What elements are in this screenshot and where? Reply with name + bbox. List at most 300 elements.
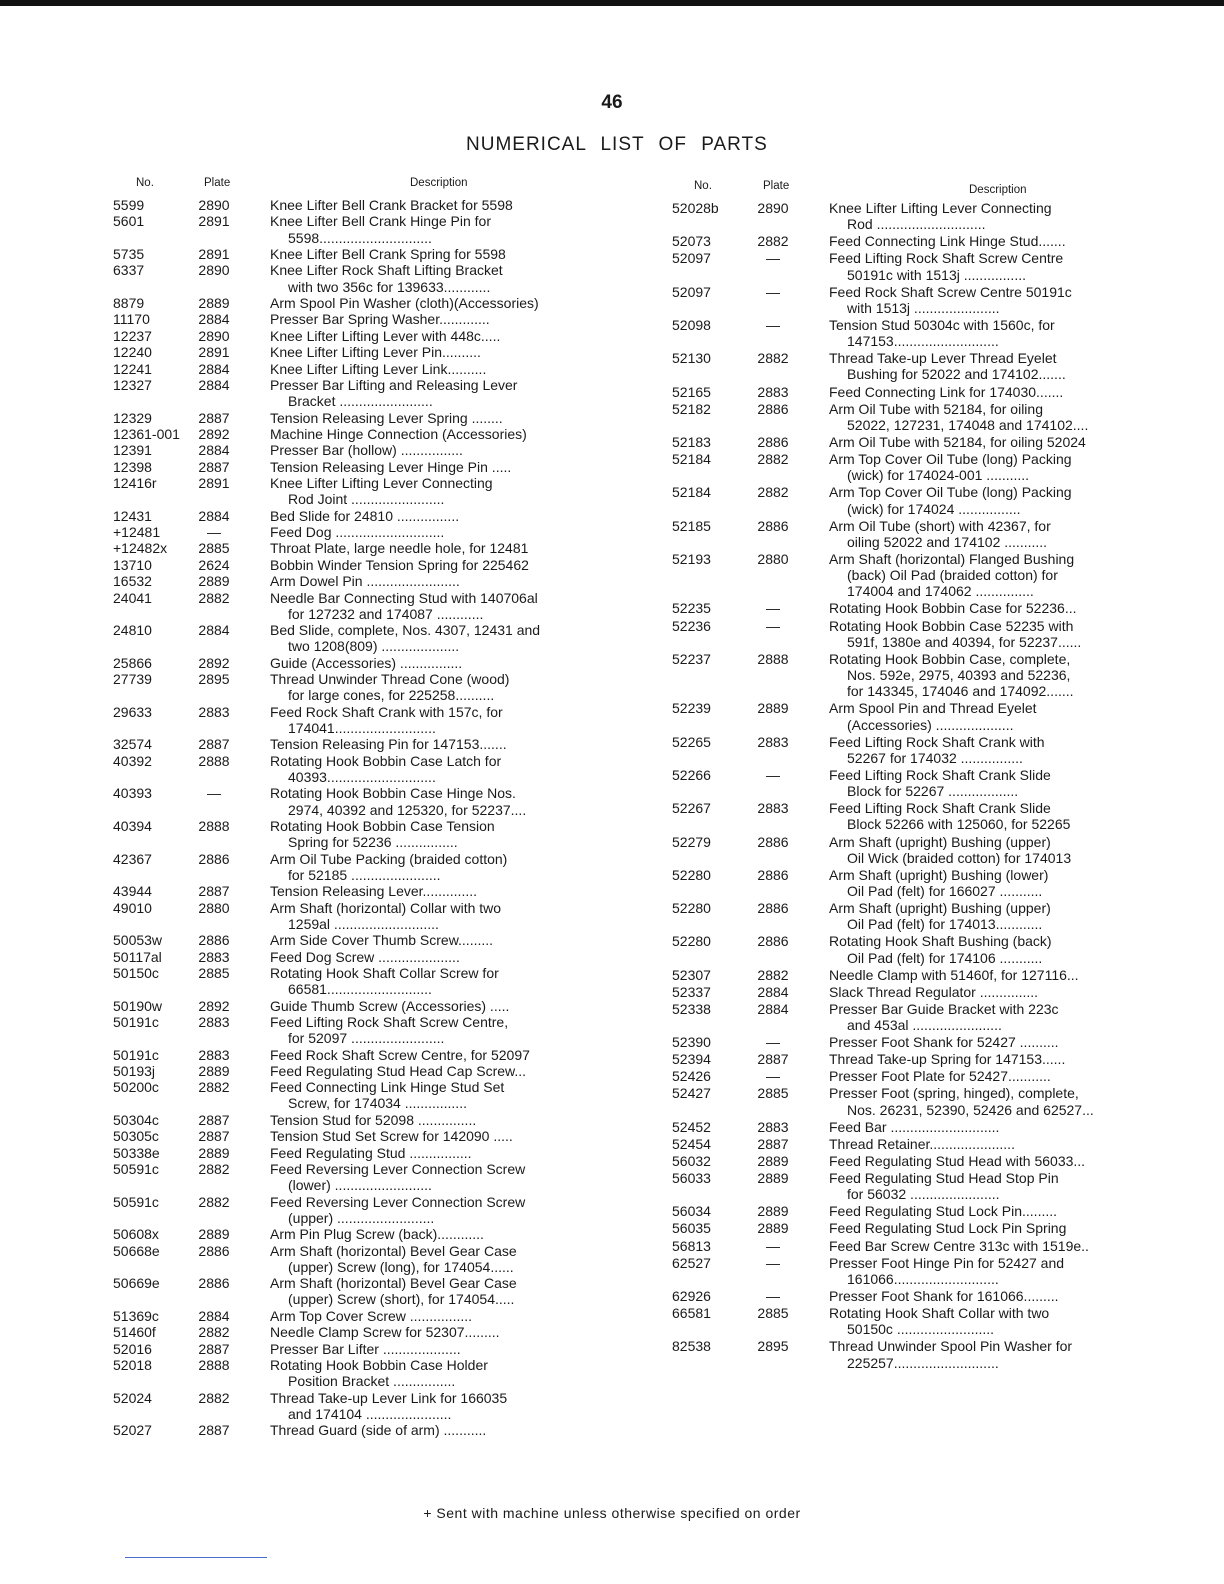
part-description bbox=[829, 401, 1174, 433]
description-line: two 1208(809) .................... bbox=[288, 638, 460, 655]
part-description bbox=[829, 933, 1174, 965]
part-row bbox=[113, 1324, 616, 1340]
part-description bbox=[829, 284, 1174, 316]
description-line: Feed Lifting Rock Shaft Crank with bbox=[829, 733, 1045, 750]
plate-number: 2889 bbox=[757, 1220, 789, 1237]
plate-number: 2882 bbox=[757, 451, 789, 468]
plate-number: 2880 bbox=[757, 550, 789, 567]
part-number: 52279 bbox=[672, 833, 711, 850]
description-line: Feed Bar ............................ bbox=[829, 1118, 1000, 1135]
part-description bbox=[270, 949, 616, 965]
part-number: 50053w bbox=[113, 932, 163, 949]
header-description: Description bbox=[410, 177, 468, 189]
part-description bbox=[829, 317, 1174, 349]
description-line: Presser Bar Lifting and Releasing Lever bbox=[270, 376, 518, 393]
header-description: Description bbox=[969, 184, 1027, 196]
part-number: 13710 bbox=[113, 556, 152, 573]
part-description bbox=[829, 834, 1174, 866]
plate-number: 2889 bbox=[198, 1062, 230, 1079]
part-number: 56033 bbox=[672, 1170, 711, 1187]
part-number: 52265 bbox=[672, 733, 711, 750]
description-line: Arm Shaft (horizontal) Bevel Gear Case bbox=[270, 1242, 517, 1259]
part-row bbox=[113, 508, 616, 524]
part-number: 12361-001 bbox=[113, 425, 180, 442]
description-line: Feed Connecting Link Hinge Stud....... bbox=[829, 233, 1066, 250]
part-description bbox=[829, 1203, 1174, 1219]
part-description bbox=[270, 590, 616, 622]
part-number: 52280 bbox=[672, 900, 711, 917]
part-description bbox=[270, 655, 616, 671]
part-row bbox=[113, 785, 616, 817]
description-line: Rotating Hook Shaft Bushing (back) bbox=[829, 933, 1052, 950]
plate-number: — bbox=[766, 1287, 780, 1304]
plate-number: 2888 bbox=[198, 817, 230, 834]
part-row bbox=[113, 622, 616, 654]
description-line: 52022, 127231, 174048 and 174102.... bbox=[847, 416, 1089, 433]
part-row bbox=[672, 551, 1174, 600]
part-description bbox=[270, 1063, 616, 1079]
part-number: 52307 bbox=[672, 966, 711, 983]
part-description bbox=[829, 350, 1174, 382]
description-line: Bed Slide, complete, Nos. 4307, 12431 and bbox=[270, 622, 541, 639]
part-row bbox=[672, 734, 1174, 766]
part-row bbox=[113, 311, 616, 327]
part-row bbox=[113, 1161, 616, 1193]
part-number: 56035 bbox=[672, 1220, 711, 1237]
plate-number: 2624 bbox=[198, 556, 230, 573]
part-description bbox=[270, 197, 616, 213]
part-description bbox=[270, 410, 616, 426]
plate-number: 2890 bbox=[757, 200, 789, 216]
part-number: 52183 bbox=[672, 433, 711, 450]
description-line: Knee Lifter Lifting Lever Connecting bbox=[829, 200, 1052, 216]
part-number: 50117al bbox=[113, 948, 162, 965]
description-line: Knee Lifter Bell Crank Hinge Pin for bbox=[270, 213, 491, 230]
plate-number: 2883 bbox=[198, 1046, 230, 1063]
part-row bbox=[113, 1194, 616, 1226]
plate-number: 2883 bbox=[757, 1118, 789, 1135]
description-line: 50191c with 1513j ................ bbox=[847, 266, 1026, 283]
description-line: Tension Stud for 52098 ............... bbox=[270, 1111, 477, 1128]
part-row bbox=[672, 1051, 1174, 1067]
description-line: Tension Releasing Lever Hinge Pin ..... bbox=[270, 458, 512, 475]
part-number: 52073 bbox=[672, 233, 711, 250]
part-description bbox=[829, 484, 1174, 516]
footnote: + Sent with machine unless otherwise specified on order bbox=[423, 1505, 801, 1521]
part-description bbox=[270, 851, 616, 883]
plate-number: 2880 bbox=[198, 899, 230, 916]
part-description bbox=[270, 540, 616, 556]
plate-number: 2887 bbox=[757, 1135, 789, 1152]
plate-number: 2886 bbox=[198, 850, 230, 867]
header-plate: Plate bbox=[204, 177, 231, 189]
plate-number: 2885 bbox=[757, 1305, 789, 1322]
description-line: Arm Top Cover Screw ................ bbox=[270, 1307, 473, 1324]
part-row bbox=[113, 704, 616, 736]
part-row bbox=[113, 1357, 616, 1389]
part-number: 12237 bbox=[113, 327, 152, 344]
part-number: 52165 bbox=[672, 383, 711, 400]
description-line: Rod ............................ bbox=[847, 216, 986, 233]
part-number: 52337 bbox=[672, 983, 711, 1000]
plate-number: 2889 bbox=[198, 1144, 230, 1161]
part-description bbox=[270, 442, 616, 458]
description-line: Arm Shaft (upright) Bushing (upper) bbox=[829, 900, 1051, 917]
description-line: Knee Lifter Rock Shaft Lifting Bracket bbox=[270, 262, 503, 279]
part-description bbox=[270, 1128, 616, 1144]
part-description bbox=[270, 1047, 616, 1063]
footnote-rule bbox=[125, 1557, 267, 1558]
part-description bbox=[270, 1390, 616, 1422]
part-row bbox=[672, 317, 1174, 349]
part-description bbox=[829, 384, 1174, 400]
part-row bbox=[113, 1243, 616, 1275]
part-row bbox=[113, 998, 616, 1014]
part-description bbox=[829, 1085, 1174, 1117]
description-line: Presser Foot Hinge Pin for 52427 and bbox=[829, 1254, 1065, 1271]
part-description bbox=[270, 262, 616, 294]
plate-number: 2882 bbox=[757, 233, 789, 250]
description-line: Bracket ........................ bbox=[288, 393, 433, 410]
right-parts-list bbox=[672, 200, 1174, 1371]
description-line: Feed Reversing Lever Connection Screw bbox=[270, 1193, 526, 1210]
part-description bbox=[270, 932, 616, 948]
description-line: Needle Bar Connecting Stud with 140706al bbox=[270, 589, 538, 606]
part-number: 52394 bbox=[672, 1051, 711, 1068]
description-line: 161066........................... bbox=[847, 1270, 999, 1287]
left-column-header bbox=[113, 177, 616, 197]
description-line: Block 52266 with 125060, for 52265 bbox=[847, 816, 1071, 833]
plate-number: 2884 bbox=[198, 442, 230, 459]
part-row bbox=[113, 1341, 616, 1357]
part-row bbox=[113, 475, 616, 507]
description-line: Arm Shaft (horizontal) Bevel Gear Case bbox=[270, 1275, 517, 1292]
part-row bbox=[672, 618, 1174, 650]
part-description bbox=[829, 518, 1174, 550]
description-line: Presser Bar Spring Washer............. bbox=[270, 311, 490, 328]
part-number: 52016 bbox=[113, 1340, 152, 1357]
part-row bbox=[113, 1145, 616, 1161]
part-number: 66581 bbox=[672, 1305, 711, 1322]
part-row bbox=[672, 967, 1174, 983]
plate-number: 2883 bbox=[198, 948, 230, 965]
description-line: Feed Rock Shaft Screw Centre, for 52097 bbox=[270, 1046, 530, 1063]
part-description bbox=[829, 250, 1174, 282]
part-number: 52452 bbox=[672, 1118, 711, 1135]
part-row bbox=[113, 426, 616, 442]
plate-number: 2884 bbox=[757, 1000, 789, 1017]
description-line: Thread Take-up Lever Link for 166035 bbox=[270, 1389, 508, 1406]
description-line: Knee Lifter Lifting Lever with 448c..... bbox=[270, 327, 501, 344]
part-row bbox=[113, 883, 616, 899]
part-row bbox=[672, 933, 1174, 965]
plate-number: — bbox=[766, 1237, 780, 1254]
right-parts-column bbox=[672, 180, 1174, 1372]
description-line: (upper) ......................... bbox=[288, 1209, 435, 1226]
part-description bbox=[829, 800, 1174, 832]
part-number: 52266 bbox=[672, 766, 711, 783]
part-number: 50591c bbox=[113, 1161, 159, 1178]
part-number: 6337 bbox=[113, 262, 145, 279]
description-line: Arm Top Cover Oil Tube (long) Packing bbox=[829, 451, 1072, 468]
description-line: Presser Bar (hollow) ................ bbox=[270, 442, 463, 459]
part-number: 52280 bbox=[672, 933, 711, 950]
plate-number: 2886 bbox=[198, 1275, 230, 1292]
part-description bbox=[270, 1079, 616, 1111]
plate-number: — bbox=[766, 316, 780, 333]
description-line: Tension Releasing Lever Spring ........ bbox=[270, 409, 503, 426]
part-row bbox=[113, 295, 616, 311]
description-line: Rotating Hook Bobbin Case Hinge Nos. bbox=[270, 785, 516, 802]
description-line: Feed Regulating Stud Head with 56033... bbox=[829, 1152, 1086, 1169]
description-line: Feed Bar Screw Centre 313c with 1519e.. bbox=[829, 1237, 1089, 1254]
plate-number: 2891 bbox=[198, 475, 230, 492]
plate-number: 2889 bbox=[198, 1226, 230, 1243]
part-description bbox=[829, 1288, 1174, 1304]
part-number: 25866 bbox=[113, 654, 152, 671]
plate-number: 2885 bbox=[757, 1085, 789, 1102]
left-parts-column bbox=[113, 177, 616, 1439]
description-line: Feed Regulating Stud Lock Pin......... bbox=[829, 1203, 1058, 1220]
part-description bbox=[829, 967, 1174, 983]
part-row bbox=[672, 1034, 1174, 1050]
plate-number: 2883 bbox=[757, 383, 789, 400]
part-number: 12241 bbox=[113, 360, 152, 377]
part-number: 52097 bbox=[672, 283, 711, 300]
plate-number: 2887 bbox=[198, 1422, 230, 1439]
part-number: 50191c bbox=[113, 1013, 159, 1030]
part-number: 5601 bbox=[113, 213, 145, 230]
description-line: Tension Releasing Pin for 147153....... bbox=[270, 736, 507, 753]
description-line: Guide Thumb Screw (Accessories) ..... bbox=[270, 997, 510, 1014]
description-line: Arm Shaft (upright) Bushing (upper) bbox=[829, 833, 1051, 850]
plate-number: 2887 bbox=[198, 409, 230, 426]
part-description bbox=[270, 1422, 616, 1438]
plate-number: — bbox=[207, 524, 221, 541]
part-row bbox=[113, 344, 616, 360]
part-row bbox=[113, 655, 616, 671]
header-no: No. bbox=[136, 177, 154, 189]
part-row bbox=[113, 361, 616, 377]
part-number: 27739 bbox=[113, 671, 152, 688]
part-description bbox=[270, 1324, 616, 1340]
plate-number: 2895 bbox=[198, 671, 230, 688]
part-description bbox=[829, 600, 1174, 616]
part-row bbox=[672, 1170, 1174, 1202]
part-row bbox=[113, 573, 616, 589]
description-line: Rotating Hook Shaft Collar with two bbox=[829, 1305, 1050, 1322]
part-number: 56813 bbox=[672, 1237, 711, 1254]
description-line: Presser Foot (spring, hinged), complete, bbox=[829, 1085, 1079, 1102]
part-row bbox=[113, 459, 616, 475]
description-line: Slack Thread Regulator ............... bbox=[829, 983, 1039, 1000]
plate-number: 2883 bbox=[757, 733, 789, 750]
description-line: 52267 for 174032 ................ bbox=[847, 749, 1023, 766]
part-description bbox=[829, 867, 1174, 899]
part-description bbox=[270, 377, 616, 409]
part-number: 52338 bbox=[672, 1000, 711, 1017]
part-row bbox=[113, 1063, 616, 1079]
part-description bbox=[829, 1220, 1174, 1236]
description-line: Rotating Hook Bobbin Case Tension bbox=[270, 817, 495, 834]
description-line: Rotating Hook Bobbin Case Holder bbox=[270, 1356, 488, 1373]
part-description bbox=[270, 361, 616, 377]
part-row bbox=[672, 651, 1174, 700]
part-row bbox=[672, 384, 1174, 400]
plate-number: 2884 bbox=[198, 360, 230, 377]
plate-number: — bbox=[207, 785, 221, 802]
part-row bbox=[672, 401, 1174, 433]
description-line: Feed Lifting Rock Shaft Screw Centre, bbox=[270, 1013, 509, 1030]
description-line: 50150c ......................... bbox=[847, 1321, 995, 1338]
part-number: 24041 bbox=[113, 589, 152, 606]
part-description bbox=[270, 900, 616, 932]
description-line: (Accessories) .................... bbox=[847, 716, 1014, 733]
part-number: 52027 bbox=[113, 1422, 152, 1439]
description-line: with 1513j ...................... bbox=[847, 299, 1000, 316]
description-line: Feed Connecting Link for 174030....... bbox=[829, 383, 1064, 400]
part-row bbox=[113, 590, 616, 622]
part-row bbox=[113, 1275, 616, 1307]
plate-number: 2883 bbox=[757, 800, 789, 817]
part-description bbox=[270, 785, 616, 817]
page-number: 46 bbox=[601, 92, 623, 113]
plate-number: — bbox=[766, 250, 780, 267]
part-description bbox=[270, 524, 616, 540]
part-description bbox=[829, 1136, 1174, 1152]
description-line: Knee Lifter Lifting Lever Pin.......... bbox=[270, 344, 481, 361]
description-line: Arm Top Cover Oil Tube (long) Packing bbox=[829, 484, 1072, 501]
part-number: 40394 bbox=[113, 817, 152, 834]
description-line: (wick) for 174024 ................ bbox=[847, 500, 1021, 517]
plate-number: 2884 bbox=[198, 622, 230, 639]
part-row bbox=[113, 753, 616, 785]
plate-number: 2892 bbox=[198, 997, 230, 1014]
plate-number: 2888 bbox=[198, 1356, 230, 1373]
part-number: 50668e bbox=[113, 1242, 160, 1259]
part-number: 50591c bbox=[113, 1193, 159, 1210]
description-line: Spring for 52236 ................ bbox=[288, 834, 458, 851]
plate-number: 2882 bbox=[198, 1324, 230, 1341]
plate-number: 2887 bbox=[198, 883, 230, 900]
plate-number: 2885 bbox=[198, 964, 230, 981]
description-line: Feed Rock Shaft Screw Centre 50191c bbox=[829, 283, 1072, 300]
part-row bbox=[672, 434, 1174, 450]
part-description bbox=[829, 1238, 1174, 1254]
description-line: Arm Shaft (horizontal) Collar with two bbox=[270, 899, 502, 916]
part-number: 50200c bbox=[113, 1079, 159, 1096]
part-row bbox=[672, 700, 1174, 732]
plate-number: — bbox=[766, 600, 780, 617]
part-row bbox=[113, 213, 616, 245]
part-description bbox=[270, 475, 616, 507]
part-row bbox=[672, 1238, 1174, 1254]
description-line: Feed Reversing Lever Connection Screw bbox=[270, 1161, 526, 1178]
description-line: Thread Take-up Spring for 147153...... bbox=[829, 1051, 1066, 1068]
description-line: Oil Pad (felt) for 174013............ bbox=[847, 916, 1043, 933]
description-line: Rotating Hook Bobbin Case 52235 with bbox=[829, 617, 1074, 634]
description-line: Thread Unwinder Spool Pin Washer for bbox=[829, 1338, 1073, 1355]
part-row bbox=[672, 250, 1174, 282]
plate-number: 2883 bbox=[198, 703, 230, 720]
part-description bbox=[270, 328, 616, 344]
part-description bbox=[270, 426, 616, 442]
description-line: (back) Oil Pad (braided cotton) for bbox=[847, 567, 1058, 584]
plate-number: — bbox=[766, 766, 780, 783]
description-line: Knee Lifter Lifting Lever Connecting bbox=[270, 475, 493, 492]
part-number: 12398 bbox=[113, 458, 152, 475]
part-row bbox=[672, 350, 1174, 382]
description-line: for large cones, for 225258.......... bbox=[288, 687, 495, 704]
description-line: Arm Shaft (upright) Bushing (lower) bbox=[829, 866, 1049, 883]
part-description bbox=[829, 651, 1174, 700]
description-line: Needle Clamp Screw for 52307......... bbox=[270, 1324, 500, 1341]
description-line: 40393............................ bbox=[288, 768, 436, 785]
part-number: 56032 bbox=[672, 1152, 711, 1169]
plate-number: 2886 bbox=[198, 1242, 230, 1259]
part-description bbox=[270, 557, 616, 573]
part-description bbox=[270, 1275, 616, 1307]
description-line: Arm Oil Tube Packing (braided cotton) bbox=[270, 850, 508, 867]
description-line: Thread Guard (side of arm) ........... bbox=[270, 1422, 487, 1439]
part-number: 52390 bbox=[672, 1034, 711, 1051]
part-row bbox=[672, 900, 1174, 932]
plate-number: 2895 bbox=[757, 1338, 789, 1355]
description-line: Thread Unwinder Thread Cone (wood) bbox=[270, 671, 510, 688]
description-line: Feed Dog ............................ bbox=[270, 524, 445, 541]
plate-number: 2890 bbox=[198, 197, 230, 213]
part-number: 5599 bbox=[113, 197, 145, 213]
description-line: (upper) Screw (short), for 174054..... bbox=[288, 1291, 515, 1308]
part-description bbox=[829, 1170, 1174, 1202]
description-line: Arm Oil Tube with 52184, for oiling 52024 bbox=[829, 433, 1086, 450]
description-line: 5598............................. bbox=[288, 229, 432, 246]
description-line: Feed Connecting Link Hinge Stud Set bbox=[270, 1079, 505, 1096]
description-line: Knee Lifter Lifting Lever Link.......... bbox=[270, 360, 487, 377]
part-row bbox=[113, 262, 616, 294]
part-row bbox=[113, 736, 616, 752]
description-line: Feed Lifting Rock Shaft Screw Centre bbox=[829, 250, 1064, 267]
description-line: Knee Lifter Bell Crank Bracket for 5598 bbox=[270, 197, 513, 213]
part-number: 50190w bbox=[113, 997, 163, 1014]
part-row bbox=[672, 1255, 1174, 1287]
part-number: 52018 bbox=[113, 1356, 152, 1373]
plate-number: 2889 bbox=[198, 294, 230, 311]
part-number: 12327 bbox=[113, 376, 152, 393]
part-number: 50304c bbox=[113, 1111, 159, 1128]
part-description bbox=[270, 622, 616, 654]
plate-number: 2884 bbox=[757, 983, 789, 1000]
description-line: oiling 52022 and 174102 ........... bbox=[847, 533, 1048, 550]
part-number: 12240 bbox=[113, 344, 152, 361]
part-number: 52184 bbox=[672, 451, 711, 468]
plate-number: 2887 bbox=[198, 458, 230, 475]
part-description bbox=[829, 1255, 1174, 1287]
plate-number: — bbox=[766, 617, 780, 634]
plate-number: 2888 bbox=[198, 752, 230, 769]
description-line: Nos. 592e, 2975, 40393 and 52236, bbox=[847, 667, 1071, 684]
plate-number: 2886 bbox=[757, 400, 789, 417]
part-description bbox=[829, 900, 1174, 932]
plate-number: — bbox=[766, 1068, 780, 1085]
description-line: Oil Pad (felt) for 174106 ........... bbox=[847, 949, 1043, 966]
part-row bbox=[672, 834, 1174, 866]
part-number: 32574 bbox=[113, 736, 152, 753]
part-description bbox=[829, 551, 1174, 600]
part-number: 12416r bbox=[113, 475, 157, 492]
part-number: 52024 bbox=[113, 1389, 152, 1406]
description-line: Bed Slide for 24810 ................ bbox=[270, 507, 460, 524]
